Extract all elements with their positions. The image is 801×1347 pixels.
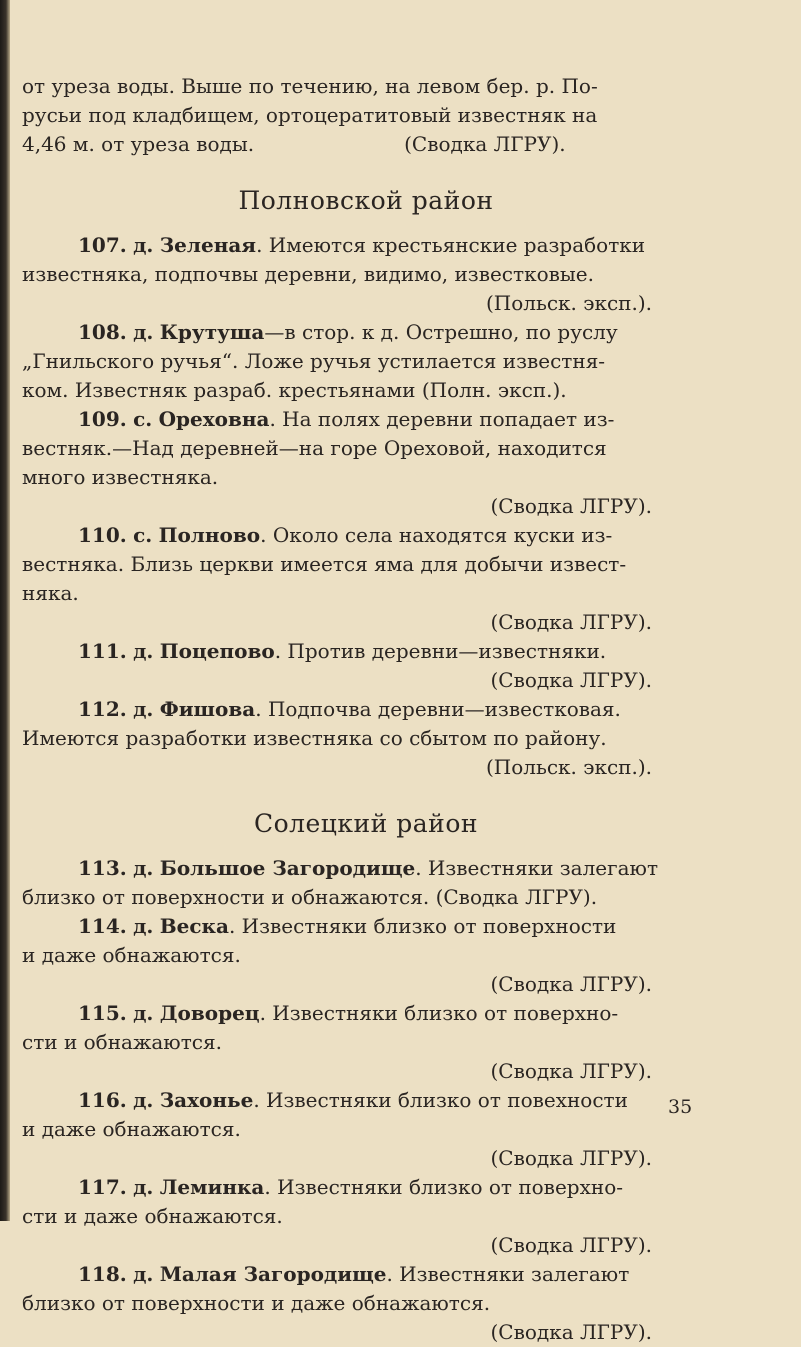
entry-text: . Известняки близко от повехности — [253, 1088, 628, 1112]
entry-number: 110. — [78, 523, 127, 547]
source-citation: (Сводка ЛГРУ). — [490, 1320, 652, 1344]
entry-number: 113. — [78, 856, 127, 880]
intro-paragraph — [22, 72, 710, 159]
entry-first-line — [22, 854, 710, 883]
text-line: няка. — [22, 581, 79, 605]
entry-first-line — [22, 999, 710, 1028]
entry-114 — [22, 912, 710, 999]
entry-number: 111. — [78, 639, 127, 663]
entry-number: 109. — [78, 407, 127, 431]
entry-first-line — [22, 1173, 710, 1202]
settlement-type: д. — [133, 233, 154, 257]
place-name: Веска — [159, 914, 229, 938]
entry-number: 114. — [78, 914, 127, 938]
section-soletsky — [22, 854, 710, 1347]
source-citation: (Сводка ЛГРУ). — [490, 610, 652, 634]
section-polnovsky — [22, 231, 710, 782]
text-line: вестняка. Близь церкви имеется яма для добычи извест- — [22, 552, 627, 576]
entry-number: 116. — [78, 1088, 127, 1112]
place-name: Фишова — [159, 697, 256, 721]
entry-number: 112. — [78, 697, 127, 721]
source-citation: (Польск. эксп.). — [485, 755, 652, 779]
entry-111 — [22, 637, 710, 695]
place-name: Большое Загородище — [159, 856, 416, 880]
entry-first-line — [22, 695, 710, 724]
settlement-type: д. — [133, 639, 154, 663]
entry-text: . Около села находятся куски из- — [260, 523, 613, 547]
text-line: „Гнильского ручья“. Ложе ручья устилается известня- — [22, 349, 606, 373]
entry-number: 108. — [78, 320, 127, 344]
entry-text: . Против деревни—известняки. — [274, 639, 607, 663]
place-name: Зеленая — [159, 233, 257, 257]
place-name: Леминка — [159, 1175, 265, 1199]
entry-107 — [22, 231, 710, 318]
entry-109 — [22, 405, 710, 521]
entry-first-line — [22, 637, 710, 666]
entry-first-line — [22, 405, 710, 434]
text-line: близко от поверхности и даже обнажаются. — [22, 1291, 491, 1315]
text-line: русьи под кладбищем, ортоцератитовый известняк на — [22, 103, 598, 127]
entry-first-line — [22, 1260, 710, 1289]
settlement-type: с. — [133, 523, 153, 547]
source-citation: (Польск. эксп.). — [485, 291, 652, 315]
entry-first-line — [22, 318, 710, 347]
entry-text: . Известняки залегают — [386, 1262, 630, 1286]
text-line: и даже обнажаются. — [22, 1117, 241, 1141]
text-line: вестняк.—Над деревней—на горе Ореховой, находится — [22, 436, 607, 460]
section-heading-polnovsky: Полновской район — [238, 186, 494, 215]
entry-text: . Известняки близко от поверхно- — [259, 1001, 619, 1025]
entry-text: . Известняки близко от поверхно- — [264, 1175, 623, 1199]
source-citation: (Сводка ЛГРУ). — [490, 1233, 652, 1257]
text-line: Имеются разработки известняка со сбытом по району. — [22, 726, 607, 750]
source-citation: (Сводка ЛГРУ). — [490, 1146, 652, 1170]
page-text — [22, 72, 710, 1347]
text-line: много известняка. — [22, 465, 219, 489]
book-spine-shadow — [0, 0, 10, 1221]
text-line: и даже обнажаются. — [22, 943, 241, 967]
text-line: ком. Известняк разраб. крестьянами (Полн. эксп.). — [22, 378, 567, 402]
section-heading-soletsky: Солецкий район — [253, 809, 479, 838]
source-citation: (Сводка ЛГРУ). — [404, 132, 566, 156]
place-name: Поцепово — [159, 639, 275, 663]
entry-first-line — [22, 231, 710, 260]
entry-number: 107. — [78, 233, 127, 257]
source-citation: (Сводка ЛГРУ). — [490, 668, 652, 692]
page-number: 35 — [668, 1096, 693, 1118]
entry-text: —в стор. к д. Острешно, по руслу — [264, 320, 618, 344]
entry-112 — [22, 695, 710, 782]
entry-first-line — [22, 912, 710, 941]
settlement-type: д. — [133, 914, 154, 938]
entry-first-line — [22, 521, 710, 550]
entry-115 — [22, 999, 710, 1086]
place-name: Малая Загородище — [159, 1262, 387, 1286]
entry-117 — [22, 1173, 710, 1260]
text-line: близко от поверхности и обнажаются. (Сводка ЛГРУ). — [22, 885, 598, 909]
source-citation: (Сводка ЛГРУ). — [490, 494, 652, 518]
text-line: известняка, подпочвы деревни, видимо, известковые. — [22, 262, 594, 286]
settlement-type: д. — [133, 1001, 154, 1025]
entry-110 — [22, 521, 710, 637]
entry-text: . На полях деревни попадает из- — [269, 407, 615, 431]
settlement-type: д. — [133, 1175, 154, 1199]
entry-number: 115. — [78, 1001, 127, 1025]
place-name: Крутуша — [159, 320, 265, 344]
settlement-type: д. — [133, 697, 154, 721]
entry-113 — [22, 854, 710, 912]
entry-number: 118. — [78, 1262, 127, 1286]
place-name: Доворец — [159, 1001, 260, 1025]
place-name: Полново — [158, 523, 261, 547]
source-citation: (Сводка ЛГРУ). — [490, 972, 652, 996]
settlement-type: д. — [133, 1262, 154, 1286]
text-line: от уреза воды. Выше по течению, на левом бер. р. По- — [22, 74, 598, 98]
text-line: сти и даже обнажаются. — [22, 1204, 283, 1228]
text-line: 4,46 м. от уреза воды. (Сводка ЛГРУ). — [22, 132, 566, 156]
entry-118 — [22, 1260, 710, 1347]
settlement-type: с. — [133, 407, 153, 431]
place-name: Ореховна — [158, 407, 270, 431]
entry-number: 117. — [78, 1175, 127, 1199]
settlement-type: д. — [133, 856, 154, 880]
entry-text: . Подпочва деревни—известковая. — [255, 697, 621, 721]
entry-text: . Известняки залегают — [415, 856, 659, 880]
text-line: сти и обнажаются. — [22, 1030, 222, 1054]
source-citation: (Сводка ЛГРУ). — [490, 1059, 652, 1083]
entry-116 — [22, 1086, 710, 1173]
settlement-type: д. — [133, 1088, 154, 1112]
entry-first-line — [22, 1086, 710, 1115]
entry-text: . Известняки близко от поверхности — [228, 914, 617, 938]
entry-text: . Имеются крестьянские разработки — [256, 233, 646, 257]
entry-108 — [22, 318, 710, 405]
settlement-type: д. — [133, 320, 154, 344]
place-name: Захонье — [159, 1088, 254, 1112]
